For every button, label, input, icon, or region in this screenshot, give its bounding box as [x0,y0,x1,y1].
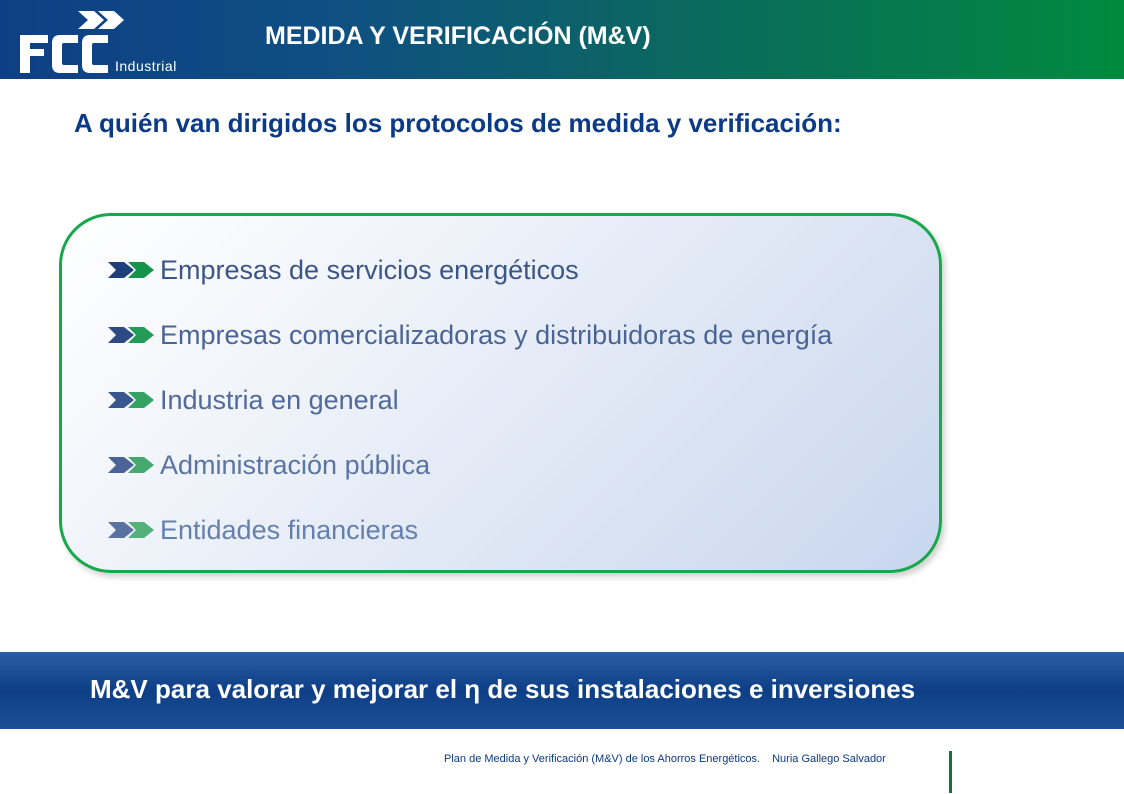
list-item [108,318,832,352]
double-chevron-right-icon [108,260,160,280]
audience-box [59,213,942,573]
list-item-label: Empresas comercializadoras y distribuidoras de energía [160,320,833,350]
double-chevron-right-icon [108,455,160,475]
double-chevron-right-icon [108,520,160,540]
section-question: A quién van dirigidos los protocolos de medida y verificación: [74,108,842,138]
footer-divider [949,751,952,793]
list-item [108,448,430,482]
footer-author: Nuria Gallego Salvador [772,753,886,765]
footer-title: Plan de Medida y Verificación (M&V) de los Ahorros Energéticos. [444,753,761,765]
double-chevron-right-icon [108,325,160,345]
header-bar [0,0,1124,79]
list-item [108,253,579,287]
page-title: MEDIDA Y VERIFICACIÓN (M&V) [265,22,651,50]
list-item [108,383,399,417]
list-item [108,513,418,547]
conclusion-banner [0,652,1124,729]
list-item-label: Empresas de servicios energéticos [160,255,579,285]
double-chevron-right-icon [108,390,160,410]
list-item-label: Entidades financieras [160,515,419,545]
list-item-label: Industria en general [160,385,399,415]
banner-text: M&V para valorar y mejorar el η de sus instalaciones e inversiones [90,674,916,704]
fcc-logo [18,8,193,76]
logo-subtitle: Industrial [115,58,177,74]
list-item-label: Administración pública [160,450,431,480]
footer [444,753,886,765]
